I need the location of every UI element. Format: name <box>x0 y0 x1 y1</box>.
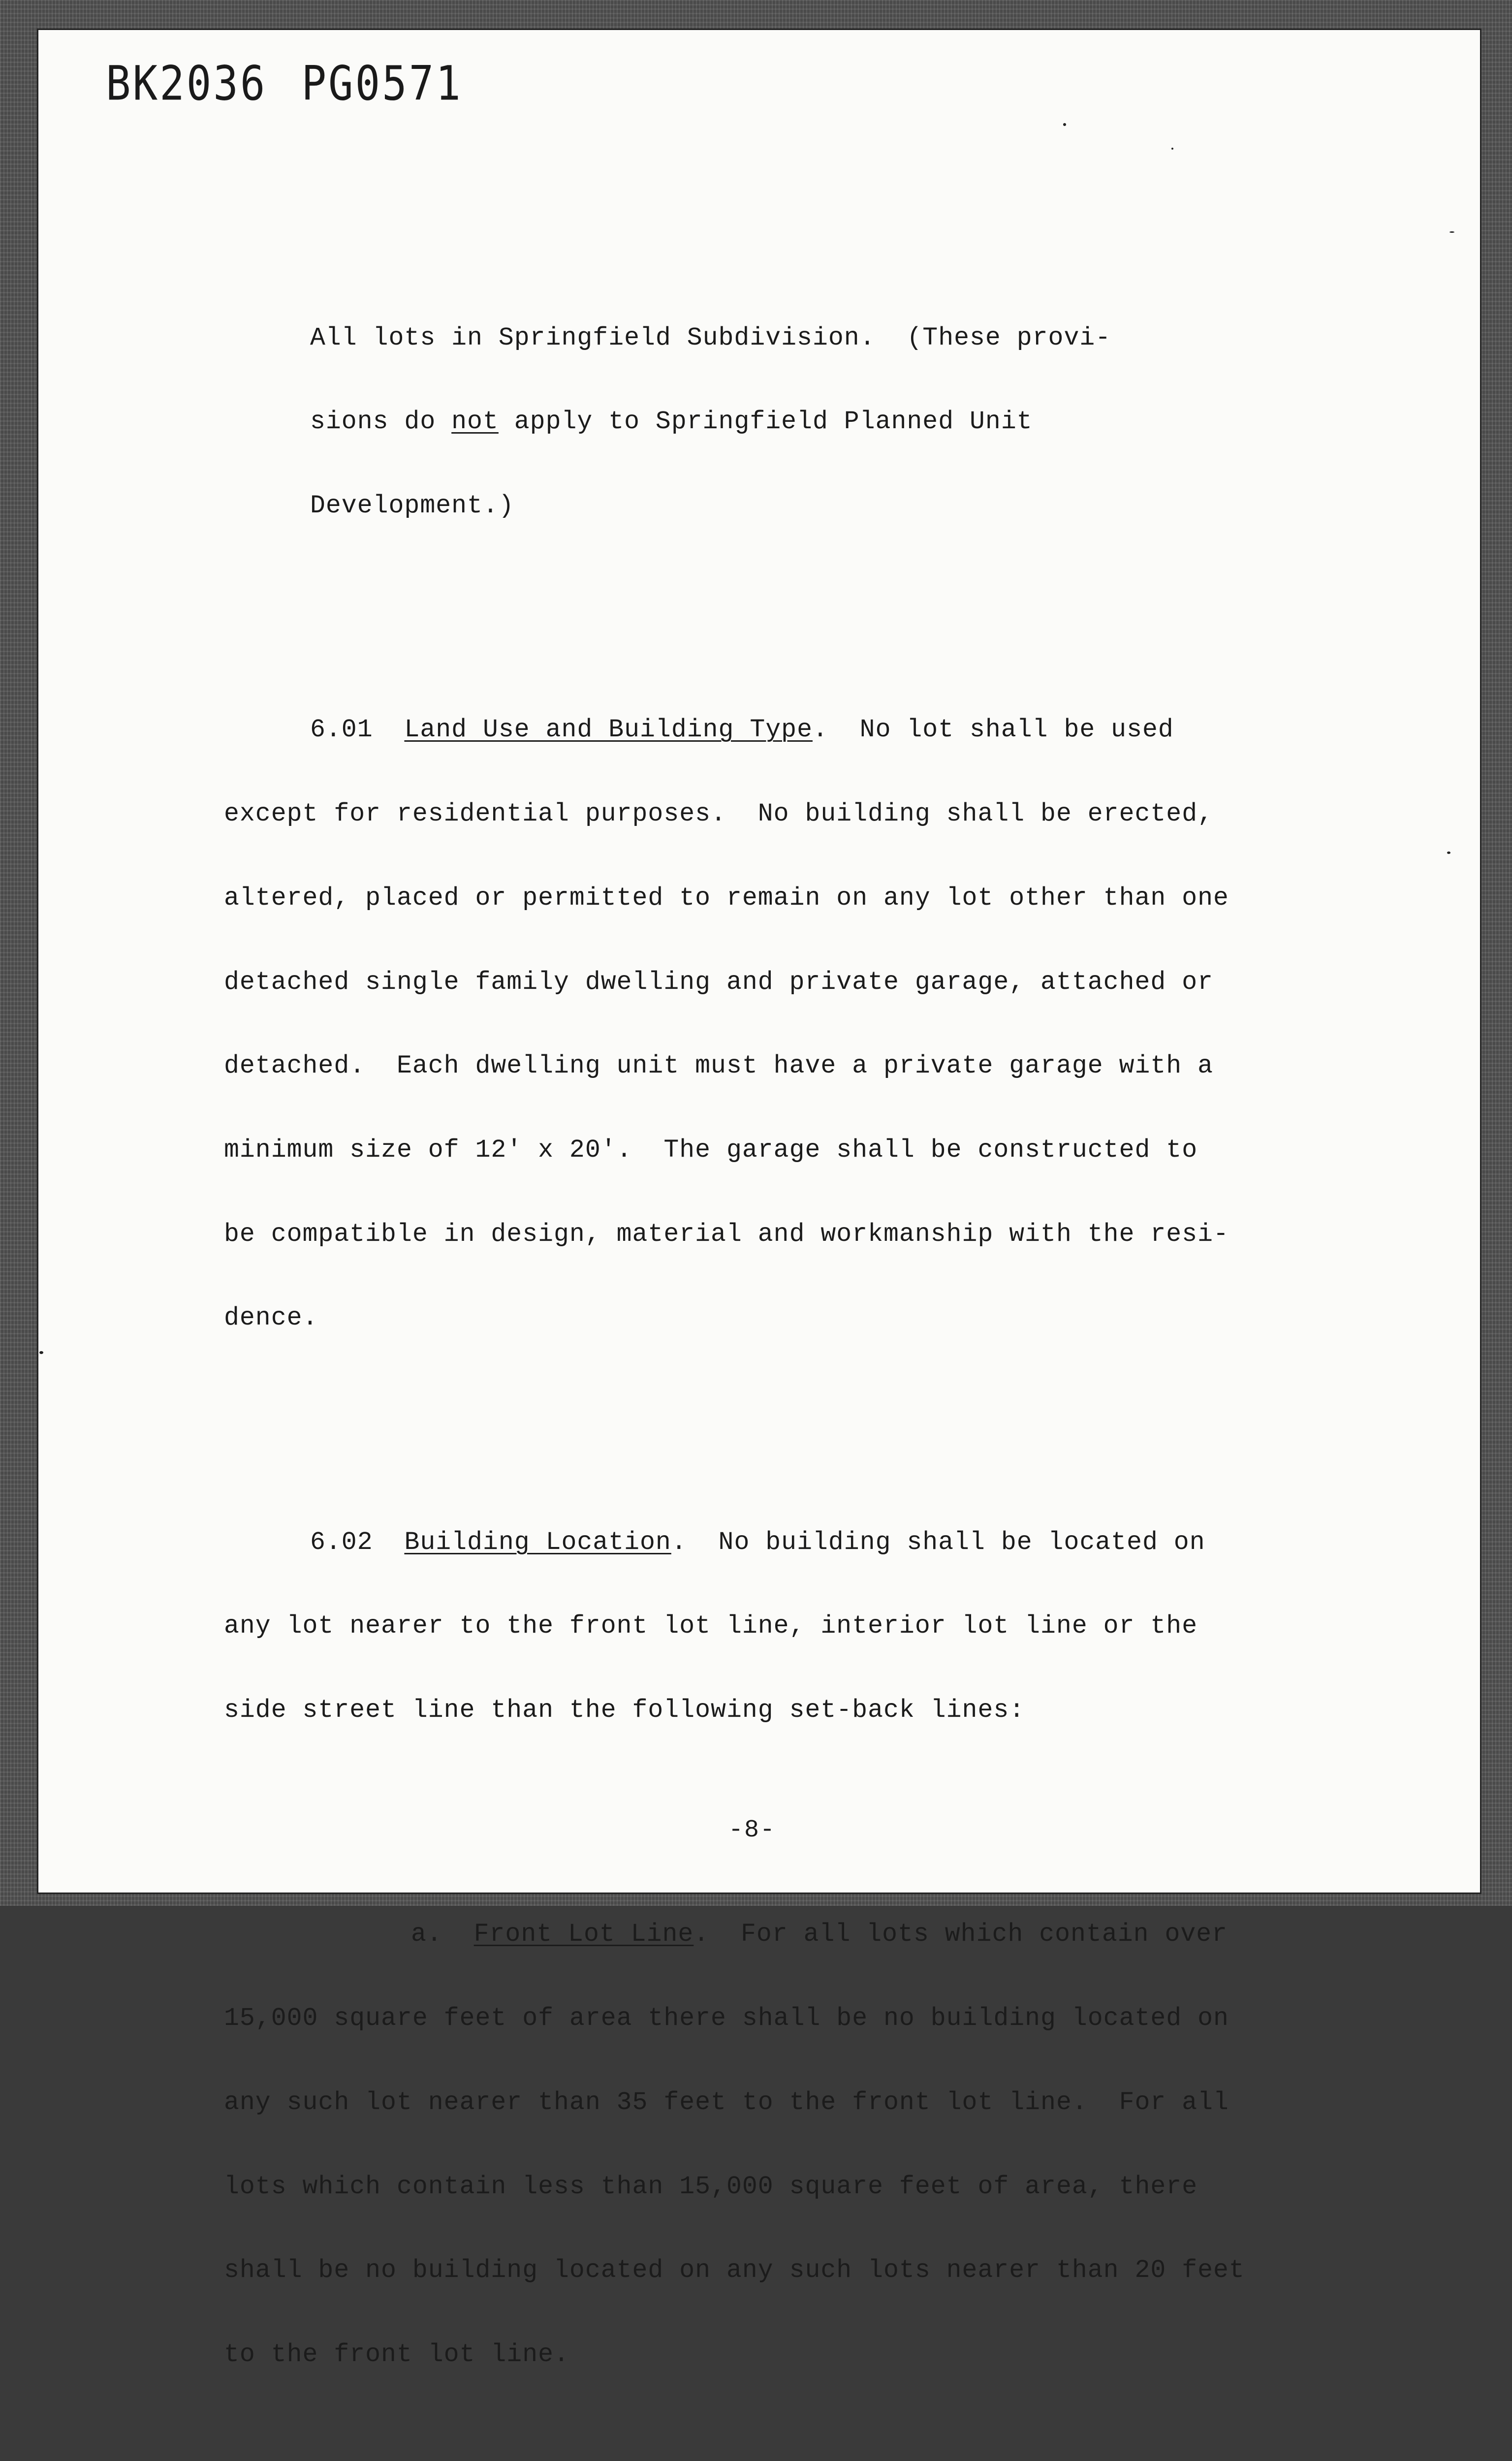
emphasis-not: not <box>451 408 499 437</box>
scan-speck <box>1171 148 1173 150</box>
paragraph-line: to the front lot line. <box>224 2340 569 2369</box>
section-title: Building Location <box>404 1528 671 1557</box>
intro-line: All lots in Springfield Subdivision. (These provi- <box>310 323 1111 352</box>
scan-speck <box>1447 852 1450 854</box>
recording-stamp <box>106 56 463 111</box>
paragraph-line: dence. <box>224 1304 318 1333</box>
scan-speck <box>1449 231 1454 233</box>
paragraph-line: except for residential purposes. No building shall be erected, <box>224 800 1214 829</box>
paragraph-line: be compatible in design, material and workmanship with the resi- <box>224 1220 1229 1249</box>
section-6-01-heading: 6.01 Land Use and Building Type. No lot shall be used <box>310 716 1174 745</box>
scan-speck <box>1063 123 1066 126</box>
subsection-title: Front Lot Line <box>473 1920 694 1949</box>
paragraph-line: any such lot nearer than 35 feet to the front lot line. For all <box>224 2088 1229 2117</box>
paragraph-line: shall be no building located on any such lots nearer than 20 feet <box>224 2256 1245 2285</box>
paragraph-line: minimum size of 12' x 20'. The garage shall be constructed to <box>224 1136 1198 1165</box>
section-6-02-heading: 6.02 Building Location. No building shall be located on <box>310 1528 1205 1557</box>
paragraph-line: detached single family dwelling and private garage, attached or <box>224 968 1214 997</box>
book-number: BK2036 <box>106 55 267 111</box>
intro-line: sions do not apply to Springfield Planned Unit <box>310 408 1033 437</box>
paragraph-line: any lot nearer to the front lot line, interior lot line or the <box>224 1612 1198 1641</box>
paragraph-line: side street line than the following set-back lines: <box>224 1696 1025 1725</box>
paragraph-line: lots which contain less than 15,000 square feet of area, there <box>224 2172 1198 2201</box>
paragraph-line: altered, placed or permitted to remain on any lot other than one <box>224 883 1229 913</box>
scan-speck <box>39 1351 43 1354</box>
paragraph-line: detached. Each dwelling unit must have a private garage with a <box>224 1052 1214 1081</box>
subsection-a-heading: a. Front Lot Line. For all lots which contain over <box>411 1920 1228 1949</box>
intro-line: Development.) <box>310 492 514 521</box>
page-number: -8- <box>728 1816 776 1844</box>
section-title: Land Use and Building Type <box>404 716 813 745</box>
paragraph-line: 15,000 square feet of area there shall be no building located on <box>224 2004 1229 2033</box>
page-reference: PG0571 <box>301 55 463 111</box>
document-body <box>224 240 1371 2461</box>
